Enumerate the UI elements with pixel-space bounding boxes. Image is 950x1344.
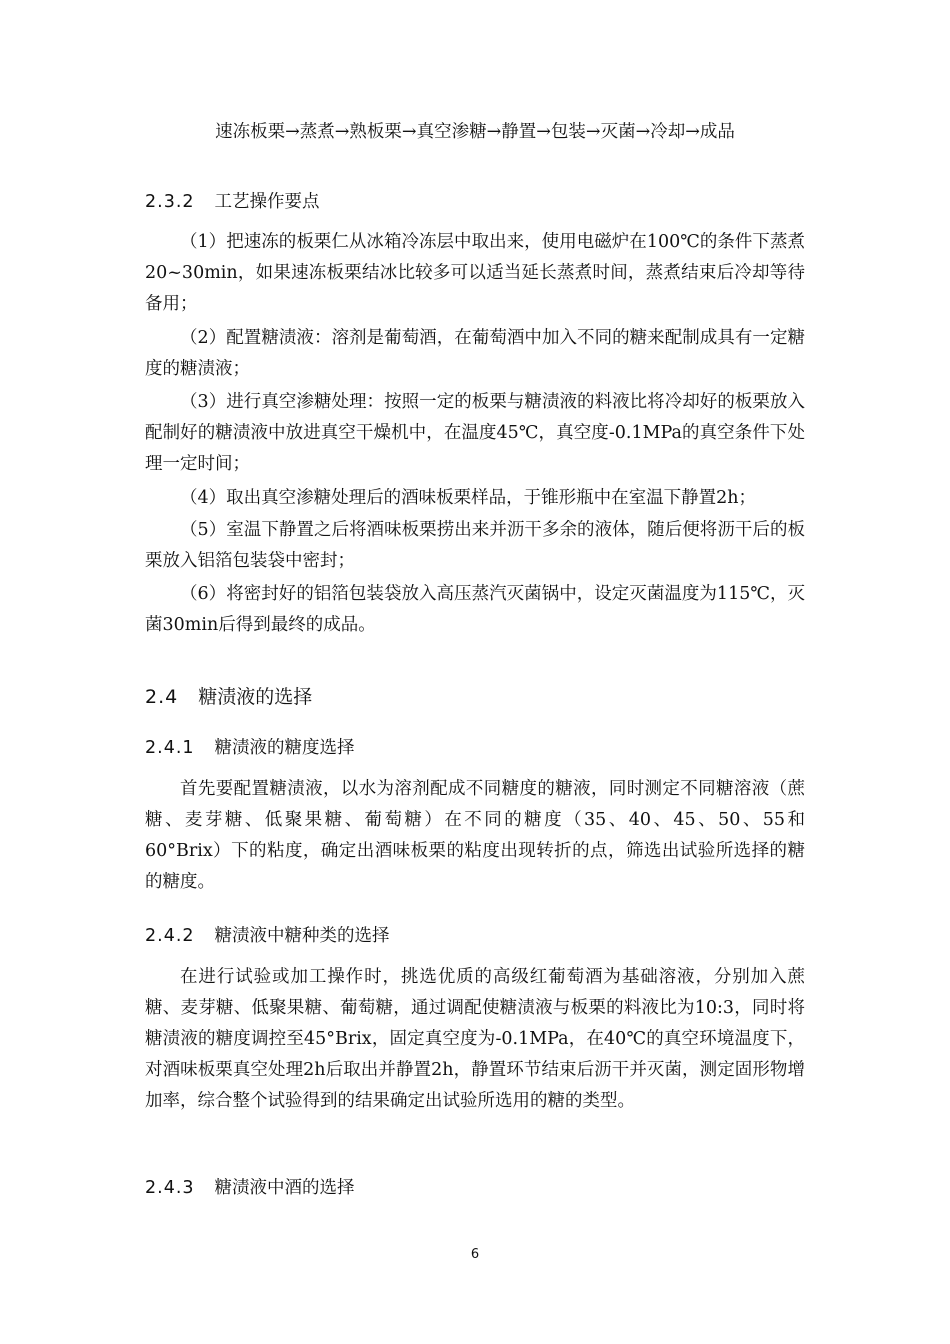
section-heading-2-4-2 (145, 922, 390, 950)
process-flow-line: 速冻板栗→蒸煮→熟板栗→真空渗糖→静置→包装→灭菌→冷却→成品 (215, 122, 735, 142)
step-6: （6）将密封好的铝箔包装袋放入高压蒸汽灭菌锅中，设定灭菌温度为115℃，灭菌30min后得到最终的成品。 (145, 584, 805, 635)
step-2: （2）配置糖渍液：溶剂是葡萄酒，在葡萄酒中加入不同的糖来配制成具有一定糖度的糖渍液； (145, 328, 805, 379)
section-title: 糖渍液的选择 (198, 686, 313, 708)
step-3: （3）进行真空渗糖处理：按照一定的板栗与糖渍液的料液比将冷却好的板栗放入配制好的糖渍液中放进真空干燥机中，在温度45℃，真空度-0.1MPa的真空条件下处理一定时间； (145, 392, 805, 474)
paragraph-2-4-2: 在进行试验或加工操作时，挑选优质的高级红葡萄酒为基础溶液，分别加入蔗糖、麦芽糖、低聚果糖、葡萄糖，通过调配使糖渍液与板栗的料液比为10:3，同时将糖渍液的糖度调控至45°Brix，固定真空度为-0.1MPa，在40℃的真空环境温度下，对酒味板栗真空处理2h后取出并静置2h，静置环节结束后沥干并灭菌，测定固形物增加率，综合整个试验得到的结果确定出试验所选用的糖的类型。 (145, 967, 805, 1111)
section-number: 2.3.2 (145, 192, 195, 212)
section-title: 糖渍液的糖度选择 (214, 738, 355, 758)
section-number: 2.4.3 (145, 1178, 195, 1198)
page-number: 6 (470, 1247, 480, 1262)
section-number: 2.4 (145, 686, 179, 708)
section-heading-2-4 (145, 682, 312, 712)
step-1: （1）把速冻的板栗仁从冰箱冷冻层中取出来，使用电磁炉在100℃的条件下蒸煮20~30min，如果速冻板栗结冰比较多可以适当延长蒸煮时间，蒸煮结束后冷却等待备用； (145, 232, 805, 314)
section-number: 2.4.2 (145, 926, 195, 946)
paragraph-2-4-1: 首先要配置糖渍液，以水为溶剂配成不同糖度的糖液，同时测定不同糖溶液（蔗糖、麦芽糖、低聚果糖、葡萄糖）在不同的糖度（35、40、45、50、55和60°Brix）下的粘度，确定出酒味板栗的粘度出现转折的点，筛选出试验所选择的糖的糖度。 (145, 779, 805, 892)
section-heading-2-3-2 (145, 188, 320, 216)
step-5: （5）室温下静置之后将酒味板栗捞出来并沥干多余的液体，随后便将沥干后的板栗放入铝箔包装袋中密封； (145, 520, 805, 571)
step-4: （4）取出真空渗糖处理后的酒味板栗样品，于锥形瓶中在室温下静置2h； (180, 488, 757, 508)
section-heading-2-4-1 (145, 734, 355, 762)
section-title: 工艺操作要点 (214, 192, 320, 212)
section-title: 糖渍液中糖种类的选择 (214, 926, 390, 946)
section-title: 糖渍液中酒的选择 (214, 1178, 355, 1198)
section-number: 2.4.1 (145, 738, 195, 758)
section-heading-2-4-3 (145, 1174, 355, 1202)
